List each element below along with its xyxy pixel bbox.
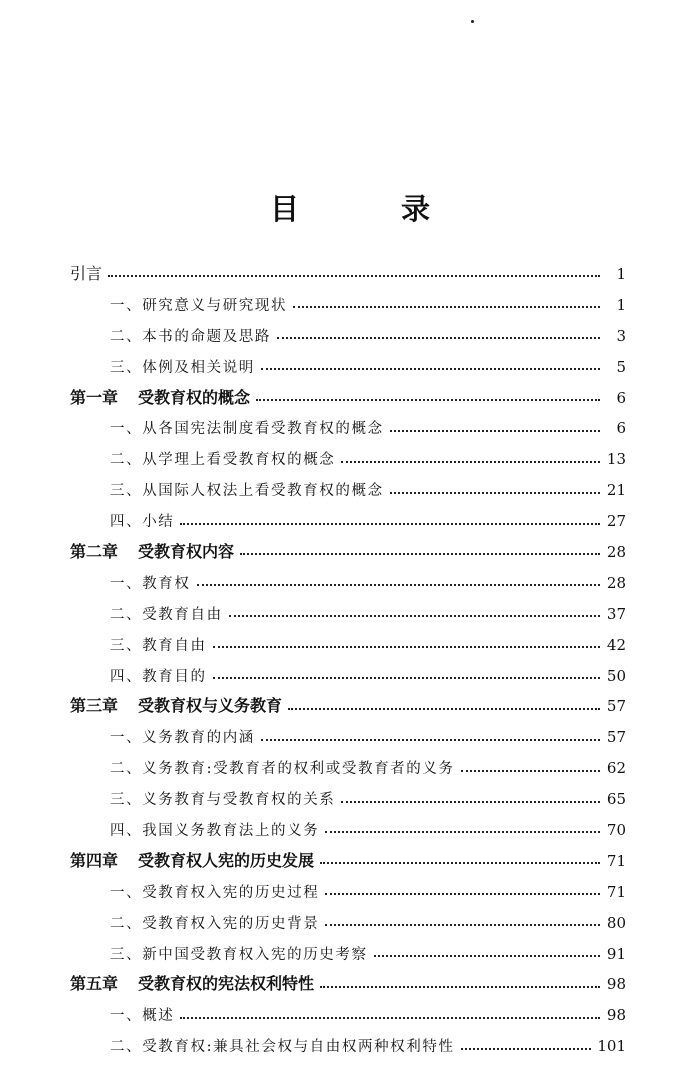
toc-entry[interactable] [70, 784, 626, 815]
toc-entry[interactable] [70, 259, 626, 290]
toc-entry[interactable] [70, 661, 626, 692]
dot-leader [108, 275, 600, 277]
dot-leader [341, 801, 600, 803]
toc-entry-page: 65 [606, 790, 626, 809]
toc-entry-title: 一、受教育权入宪的历史过程 [110, 884, 320, 901]
toc-entry-page: 28 [606, 573, 626, 592]
dot-leader [261, 739, 600, 741]
toc-entry[interactable] [70, 969, 626, 1000]
toc-entry-page: 71 [606, 882, 626, 901]
toc-entry[interactable] [70, 506, 626, 537]
dot-leader [325, 831, 600, 833]
dot-leader [461, 1048, 592, 1050]
toc-entry-title: 一、概述 [110, 1008, 175, 1025]
table-of-contents [70, 259, 626, 1062]
dot-leader [261, 368, 600, 370]
toc-entry-title: 三、体例及相关说明 [110, 359, 255, 376]
page-speck [471, 20, 474, 23]
toc-entry-page: 98 [606, 975, 626, 994]
toc-entry[interactable] [70, 1031, 626, 1062]
toc-entry-page: 5 [616, 357, 626, 376]
toc-entry[interactable] [70, 290, 626, 321]
toc-entry-title: 一、研究意义与研究现状 [110, 297, 288, 314]
toc-entry-page: 6 [616, 419, 626, 438]
toc-entry[interactable] [70, 444, 626, 475]
dot-leader [213, 677, 600, 679]
dot-leader [256, 399, 600, 401]
dot-leader [320, 986, 600, 988]
toc-entry-number: 第二章 [70, 542, 119, 562]
toc-entry[interactable] [70, 691, 626, 722]
toc-entry-page: 3 [616, 326, 626, 345]
toc-entry-page: 57 [606, 697, 626, 716]
toc-entry[interactable] [70, 475, 626, 506]
toc-entry-page: 91 [606, 944, 626, 963]
dot-leader [240, 553, 600, 555]
toc-entry-page: 71 [606, 851, 626, 870]
toc-entry-page: 21 [606, 481, 626, 500]
toc-entry-page: 98 [606, 1006, 626, 1025]
toc-entry-page: 70 [606, 821, 626, 840]
dot-leader [325, 924, 600, 926]
toc-entry-page: 62 [606, 759, 626, 778]
toc-entry[interactable] [70, 1000, 626, 1031]
dot-leader [461, 770, 600, 772]
toc-entry-page: 42 [606, 635, 626, 654]
toc-entry-title: 二、本书的命题及思路 [110, 328, 271, 345]
dot-leader [320, 862, 600, 864]
toc-entry-title: 二、从学理上看受教育权的概念 [110, 452, 336, 469]
toc-entry[interactable] [70, 568, 626, 599]
toc-entry[interactable] [70, 413, 626, 444]
toc-entry-title: 三、从国际人权法上看受教育权的概念 [110, 483, 384, 500]
dot-leader [213, 646, 600, 648]
toc-entry-page: 13 [606, 450, 626, 469]
dot-leader [288, 708, 600, 710]
toc-entry-title: 受教育权的概念 [138, 387, 251, 407]
toc-entry[interactable] [70, 815, 626, 846]
toc-entry[interactable] [70, 537, 626, 568]
toc-entry-title: 受教育权与义务教育 [138, 696, 283, 716]
toc-entry-title: 受教育权内容 [138, 542, 235, 562]
dot-leader [341, 461, 600, 463]
toc-entry[interactable] [70, 939, 626, 970]
toc-entry[interactable] [70, 877, 626, 908]
dot-leader [180, 523, 600, 525]
toc-entry-title: 一、从各国宪法制度看受教育权的概念 [110, 421, 384, 438]
toc-entry-title: 二、义务教育:受教育者的权利或受教育者的义务 [110, 761, 455, 778]
toc-entry-title: 二、受教育权:兼具社会权与自由权两种权利特性 [110, 1039, 455, 1056]
toc-entry-number: 第三章 [70, 696, 119, 716]
page-title: 目 录 [269, 192, 477, 227]
toc-entry-page: 1 [616, 265, 626, 283]
toc-entry-title: 四、教育目的 [110, 668, 207, 685]
toc-entry[interactable] [70, 352, 626, 383]
toc-entry-title: 四、我国义务教育法上的义务 [110, 823, 320, 840]
toc-entry-page: 27 [606, 512, 626, 531]
toc-entry-page: 6 [616, 388, 626, 407]
toc-entry-title: 四、小结 [110, 514, 175, 531]
toc-entry[interactable] [70, 908, 626, 939]
toc-entry[interactable] [70, 722, 626, 753]
toc-entry-title: 三、新中国受教育权入宪的历史考察 [110, 946, 368, 963]
toc-entry[interactable] [70, 383, 626, 414]
toc-entry-title: 二、受教育权入宪的历史背景 [110, 915, 320, 932]
toc-entry[interactable] [70, 753, 626, 784]
toc-entry-page: 101 [597, 1037, 626, 1056]
toc-entry[interactable] [70, 630, 626, 661]
toc-entry-page: 80 [606, 913, 626, 932]
toc-entry-page: 50 [606, 666, 626, 685]
toc-entry[interactable] [70, 846, 626, 877]
dot-leader [293, 306, 600, 308]
dot-leader [197, 584, 601, 586]
toc-entry-page: 37 [606, 604, 626, 623]
toc-entry-title: 三、教育自由 [110, 637, 207, 654]
toc-entry-title: 二、受教育自由 [110, 606, 223, 623]
toc-entry-number: 第五章 [70, 974, 119, 994]
dot-leader [390, 492, 600, 494]
dot-leader [374, 955, 600, 957]
toc-entry-page: 1 [616, 295, 626, 314]
toc-entry[interactable] [70, 599, 626, 630]
toc-entry-page: 57 [606, 728, 626, 747]
dot-leader [180, 1017, 600, 1019]
toc-entry[interactable] [70, 321, 626, 352]
toc-entry-title: 三、义务教育与受教育权的关系 [110, 792, 336, 809]
dot-leader [277, 337, 600, 339]
toc-entry-title: 受教育权人宪的历史发展 [138, 850, 315, 870]
toc-entry-title: 引言 [70, 264, 103, 283]
toc-entry-number: 第一章 [70, 387, 119, 407]
toc-entry-page: 28 [606, 543, 626, 562]
dot-leader [229, 615, 600, 617]
dot-leader [325, 893, 600, 895]
toc-entry-title: 一、义务教育的内涵 [110, 730, 255, 747]
dot-leader [390, 430, 600, 432]
toc-entry-title: 受教育权的宪法权利特性 [138, 974, 315, 994]
toc-entry-title: 一、教育权 [110, 575, 191, 592]
toc-entry-number: 第四章 [70, 850, 119, 870]
